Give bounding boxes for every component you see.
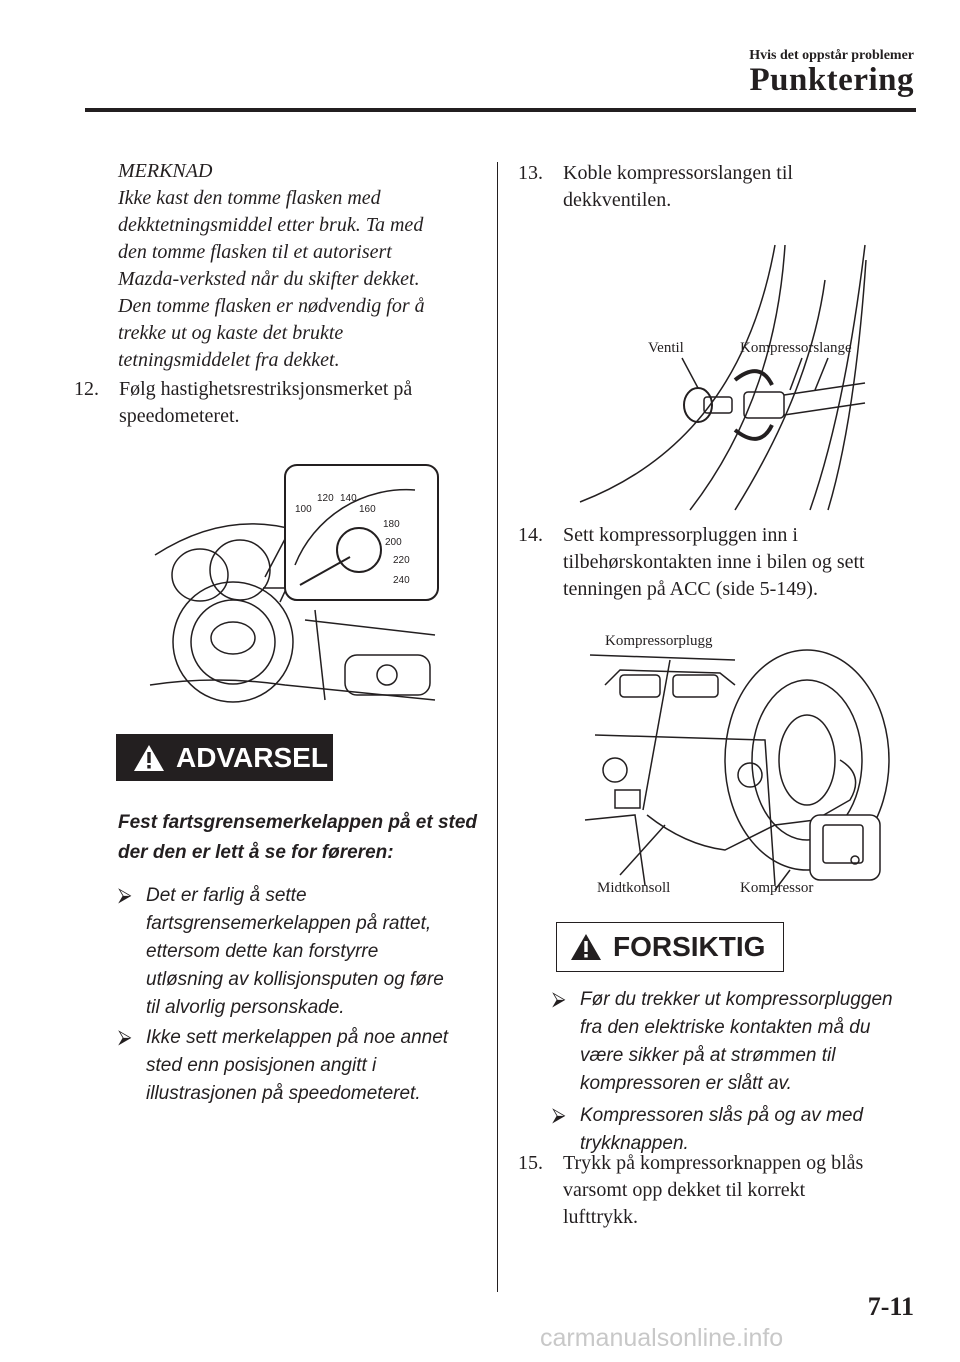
- step-text: tilbehørskontakten inne i bilen og sett: [563, 551, 865, 573]
- speedo-tick: 140: [340, 493, 357, 504]
- step-15: [518, 1150, 918, 1231]
- arrow-bullet-icon: ⮚: [118, 1027, 132, 1048]
- step-text: speedometeret.: [119, 405, 240, 427]
- note-heading: MERKNAD: [118, 160, 213, 182]
- label-midtkonsoll: Midtkonsoll: [597, 880, 671, 896]
- bullet-line: Kompressoren slås på og av med: [580, 1105, 864, 1126]
- bullet-line: fra den elektriske kontakten må du: [580, 1017, 871, 1038]
- label-kompressorslange: Kompressorslange: [740, 340, 852, 356]
- step-text: varsomt opp dekket til korrekt: [563, 1179, 806, 1201]
- step-text: dekkventilen.: [563, 189, 672, 211]
- note-line: trekke ut og kaste det brukte: [118, 322, 344, 344]
- speedometer-callout: [285, 465, 438, 600]
- warning-text: [118, 808, 490, 1108]
- bullet-line: Ikke sett merkelappen på noe annet: [146, 1027, 449, 1048]
- note-line: Mazda-verksted når du skifter dekket.: [118, 268, 420, 290]
- warning-triangle-icon: [132, 743, 166, 773]
- warning-banner: [116, 734, 333, 781]
- arrow-bullet-icon: ⮚: [552, 989, 566, 1010]
- step-13: [518, 160, 918, 214]
- step-text: Trykk på kompressorknappen og blås: [563, 1152, 864, 1174]
- bullet-line: ettersom dette kan forstyrre: [146, 941, 379, 962]
- step-number: 14.: [518, 524, 543, 546]
- bullet-line: Før du trekker ut kompressorpluggen: [580, 989, 893, 1010]
- bullet-line: Det er farlig å sette: [146, 885, 307, 906]
- arrow-bullet-icon: ⮚: [552, 1105, 566, 1126]
- warning-heading: der den er lett å se for føreren:: [118, 842, 394, 863]
- compressor-illustration: [575, 625, 890, 900]
- caution-triangle-icon: [569, 932, 603, 962]
- warning-label: ADVARSEL: [176, 741, 328, 773]
- header-rule: [85, 108, 916, 112]
- caution-bullet: [552, 986, 922, 1098]
- note-block: [118, 158, 488, 374]
- arrow-bullet-icon: ⮚: [118, 885, 132, 906]
- bullet-line: utløsning av kollisjonsputen og føre: [146, 969, 444, 990]
- step-number: 15.: [518, 1152, 543, 1174]
- caution-banner: [556, 922, 784, 972]
- speedo-tick: 240: [393, 575, 410, 586]
- caution-label: FORSIKTIG: [613, 931, 766, 962]
- page-title: Punktering: [749, 62, 914, 98]
- note-line: den tomme flasken til et autorisert: [118, 241, 392, 263]
- bullet-line: illustrasjonen på speedometeret.: [146, 1083, 421, 1104]
- speedometer-illustration: [145, 460, 445, 715]
- note-line: dekktetningsmiddel etter bruk. Ta med: [118, 214, 424, 236]
- warning-bullet: [118, 1024, 490, 1108]
- step-12: [74, 376, 484, 430]
- speedo-tick: 220: [393, 555, 410, 566]
- speedo-tick: 160: [359, 504, 376, 515]
- speedo-tick: 180: [383, 519, 400, 530]
- speedo-tick: 120: [317, 493, 334, 504]
- bullet-line: trykknappen.: [580, 1133, 689, 1154]
- label-kompressor: Kompressor: [740, 880, 814, 896]
- warning-bullet: [118, 882, 490, 1022]
- speedo-tick: 200: [385, 537, 402, 548]
- step-text: Sett kompressorpluggen inn i: [563, 524, 798, 546]
- step-14: [518, 522, 918, 603]
- step-text: Følg hastighetsrestriksjonsmerket på: [119, 378, 413, 400]
- bullet-line: kompressoren er slått av.: [580, 1073, 792, 1094]
- step-text: tenningen på ACC (side 5-149).: [563, 578, 818, 600]
- section-title: Hvis det oppstår problemer: [749, 48, 914, 63]
- bullet-line: til alvorlig personskade.: [146, 997, 345, 1018]
- note-line: Den tomme flasken er nødvendig for å: [118, 295, 425, 317]
- valve-illustration: [570, 240, 900, 515]
- bullet-line: sted enn posisjonen angitt i: [146, 1055, 377, 1076]
- step-text: Koble kompressorslangen til: [563, 162, 793, 184]
- note-line: Ikke kast den tomme flasken med: [118, 187, 381, 209]
- bullet-line: fartsgrensemerkelappen på rattet,: [146, 913, 432, 934]
- bullet-line: være sikker på at strømmen til: [580, 1045, 836, 1066]
- step-number: 13.: [518, 162, 543, 184]
- caution-text: [552, 986, 922, 1158]
- speedo-tick: 100: [295, 504, 312, 515]
- page-number: 7-11: [867, 1292, 914, 1321]
- warning-heading: Fest fartsgrensemerkelappen på et sted: [118, 812, 478, 833]
- watermark: carmanualsonline.info: [540, 1324, 784, 1352]
- label-ventil: Ventil: [648, 340, 684, 356]
- step-text: lufttrykk.: [563, 1206, 638, 1228]
- note-line: tetningsmiddelet fra dekket.: [118, 349, 340, 371]
- step-number: 12.: [74, 378, 99, 400]
- label-kompressorplugg: Kompressorplugg: [605, 633, 713, 649]
- column-divider: [497, 162, 498, 1292]
